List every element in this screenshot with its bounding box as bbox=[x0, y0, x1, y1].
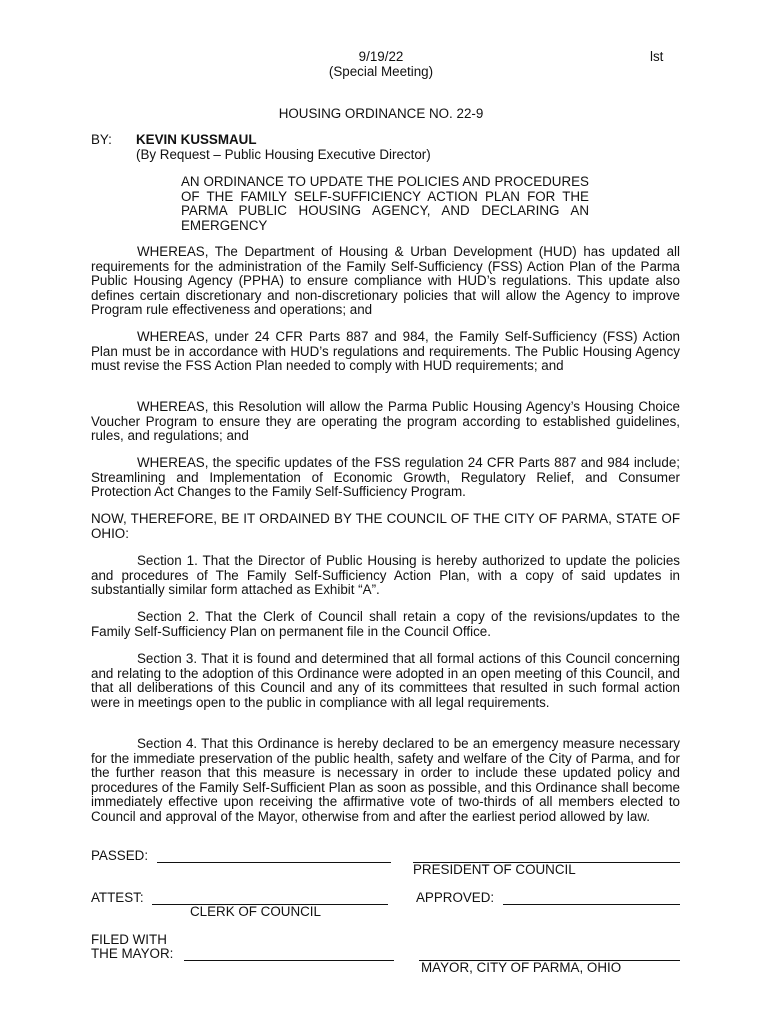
filed-with-label: FILED WITH bbox=[91, 932, 167, 947]
whereas-clause-3: WHEREAS, this Resolution will allow the Parma Public Housing Agency’s Housing Choice Voucher Program to ensure they are operating the program according to established guidelines, rules, and regulations; and bbox=[91, 399, 680, 444]
document-title: HOUSING ORDINANCE NO. 22-9 bbox=[278, 106, 484, 121]
whereas-clause-4: WHEREAS, the specific updates of the FSS regulation 24 CFR Parts 887 and 984 include; Streamlining and Implementation of Economic Growth, Regulatory Relief, and Consumer Protection Act Changes to the Family Self-Sufficiency Program. bbox=[91, 455, 680, 500]
filed-signature-line bbox=[184, 960, 394, 961]
whereas-clause-2: WHEREAS, under 24 CFR Parts 887 and 984, the Family Self-Sufficiency (FSS) Action Plan must be in accordance with HUD’s regulations and requirements. The Public Housing Agency must revise the FSS Action Plan needed to comply with HUD requirements; and bbox=[91, 329, 680, 374]
attest-label: ATTEST: bbox=[91, 890, 144, 905]
ordained-clause: NOW, THEREFORE, BE IT ORDAINED BY THE COUNCIL OF THE CITY OF PARMA, STATE OF OHIO: bbox=[91, 511, 680, 541]
passed-signature-line bbox=[157, 862, 391, 863]
sponsor-request: (By Request – Public Housing Executive Director) bbox=[136, 147, 431, 162]
president-of-council-label: PRESIDENT OF COUNCIL bbox=[413, 862, 576, 877]
the-mayor-label: THE MAYOR: bbox=[91, 946, 174, 961]
ordinance-caption: AN ORDINANCE TO UPDATE THE POLICIES AND PROCEDURES OF THE FAMILY SELF-SUFFICIENCY ACTION PLAN FOR THE PARMA PUBLIC HOUSING AGENCY, AND DECLARING AN EMERGENCY bbox=[181, 174, 589, 233]
section-3: Section 3. That it is found and determined that all formal actions of this Council concerning and relating to the adoption of this Ordinance were adopted in an open meeting of this Council, and that all deliberations of this Council and any of its committees that resulted in such formal action were in meetings open to the public in compliance with all legal requirements. bbox=[91, 651, 680, 710]
clerk-of-council-label: CLERK OF COUNCIL bbox=[190, 904, 321, 919]
meeting-date: 9/19/22 bbox=[358, 49, 404, 64]
by-label: BY: bbox=[91, 132, 112, 147]
approved-label: APPROVED: bbox=[416, 890, 495, 905]
section-4: Section 4. That this Ordinance is hereby declared to be an emergency measure necessary for the immediate preservation of the public health, safety and welfare of the City of Parma, and for the further reason that this measure is necessary in order to include these updated policy and procedures of the Family Self-Sufficient Plan as soon as possible, and this Ordinance shall become immediately effective upon receiving the affirmative vote of two-thirds of all members elected to Council and approval of the Mayor, otherwise from and after the earliest period allowed by law. bbox=[91, 736, 680, 824]
section-1: Section 1. That the Director of Public Housing is hereby authorized to update the policies and procedures of The Family Self-Sufficiency Action Plan, with a copy of said updates in substantially similar form attached as Exhibit “A”. bbox=[91, 553, 680, 598]
section-2: Section 2. That the Clerk of Council shall retain a copy of the revisions/updates to the Family Self-Sufficiency Plan on permanent file in the Council Office. bbox=[91, 609, 680, 639]
whereas-clause-1: WHEREAS, The Department of Housing & Urban Development (HUD) has updated all requirements for the administration of the Family Self-Sufficiency (FSS) Action Plan of the Parma Public Housing Agency (PPHA) to ensure compliance with HUD’s regulations. This update also defines certain discretionary and non-discretionary policies that will allow the Agency to improve Program rule effectiveness and operations; and bbox=[91, 244, 680, 318]
passed-label: PASSED: bbox=[91, 848, 149, 863]
sponsor-name: KEVIN KUSSMAUL bbox=[136, 132, 257, 147]
meeting-type: (Special Meeting) bbox=[328, 64, 434, 79]
approved-signature-line bbox=[503, 904, 680, 905]
mayor-label: MAYOR, CITY OF PARMA, OHIO bbox=[421, 960, 622, 975]
reading-label: lst bbox=[650, 49, 664, 64]
